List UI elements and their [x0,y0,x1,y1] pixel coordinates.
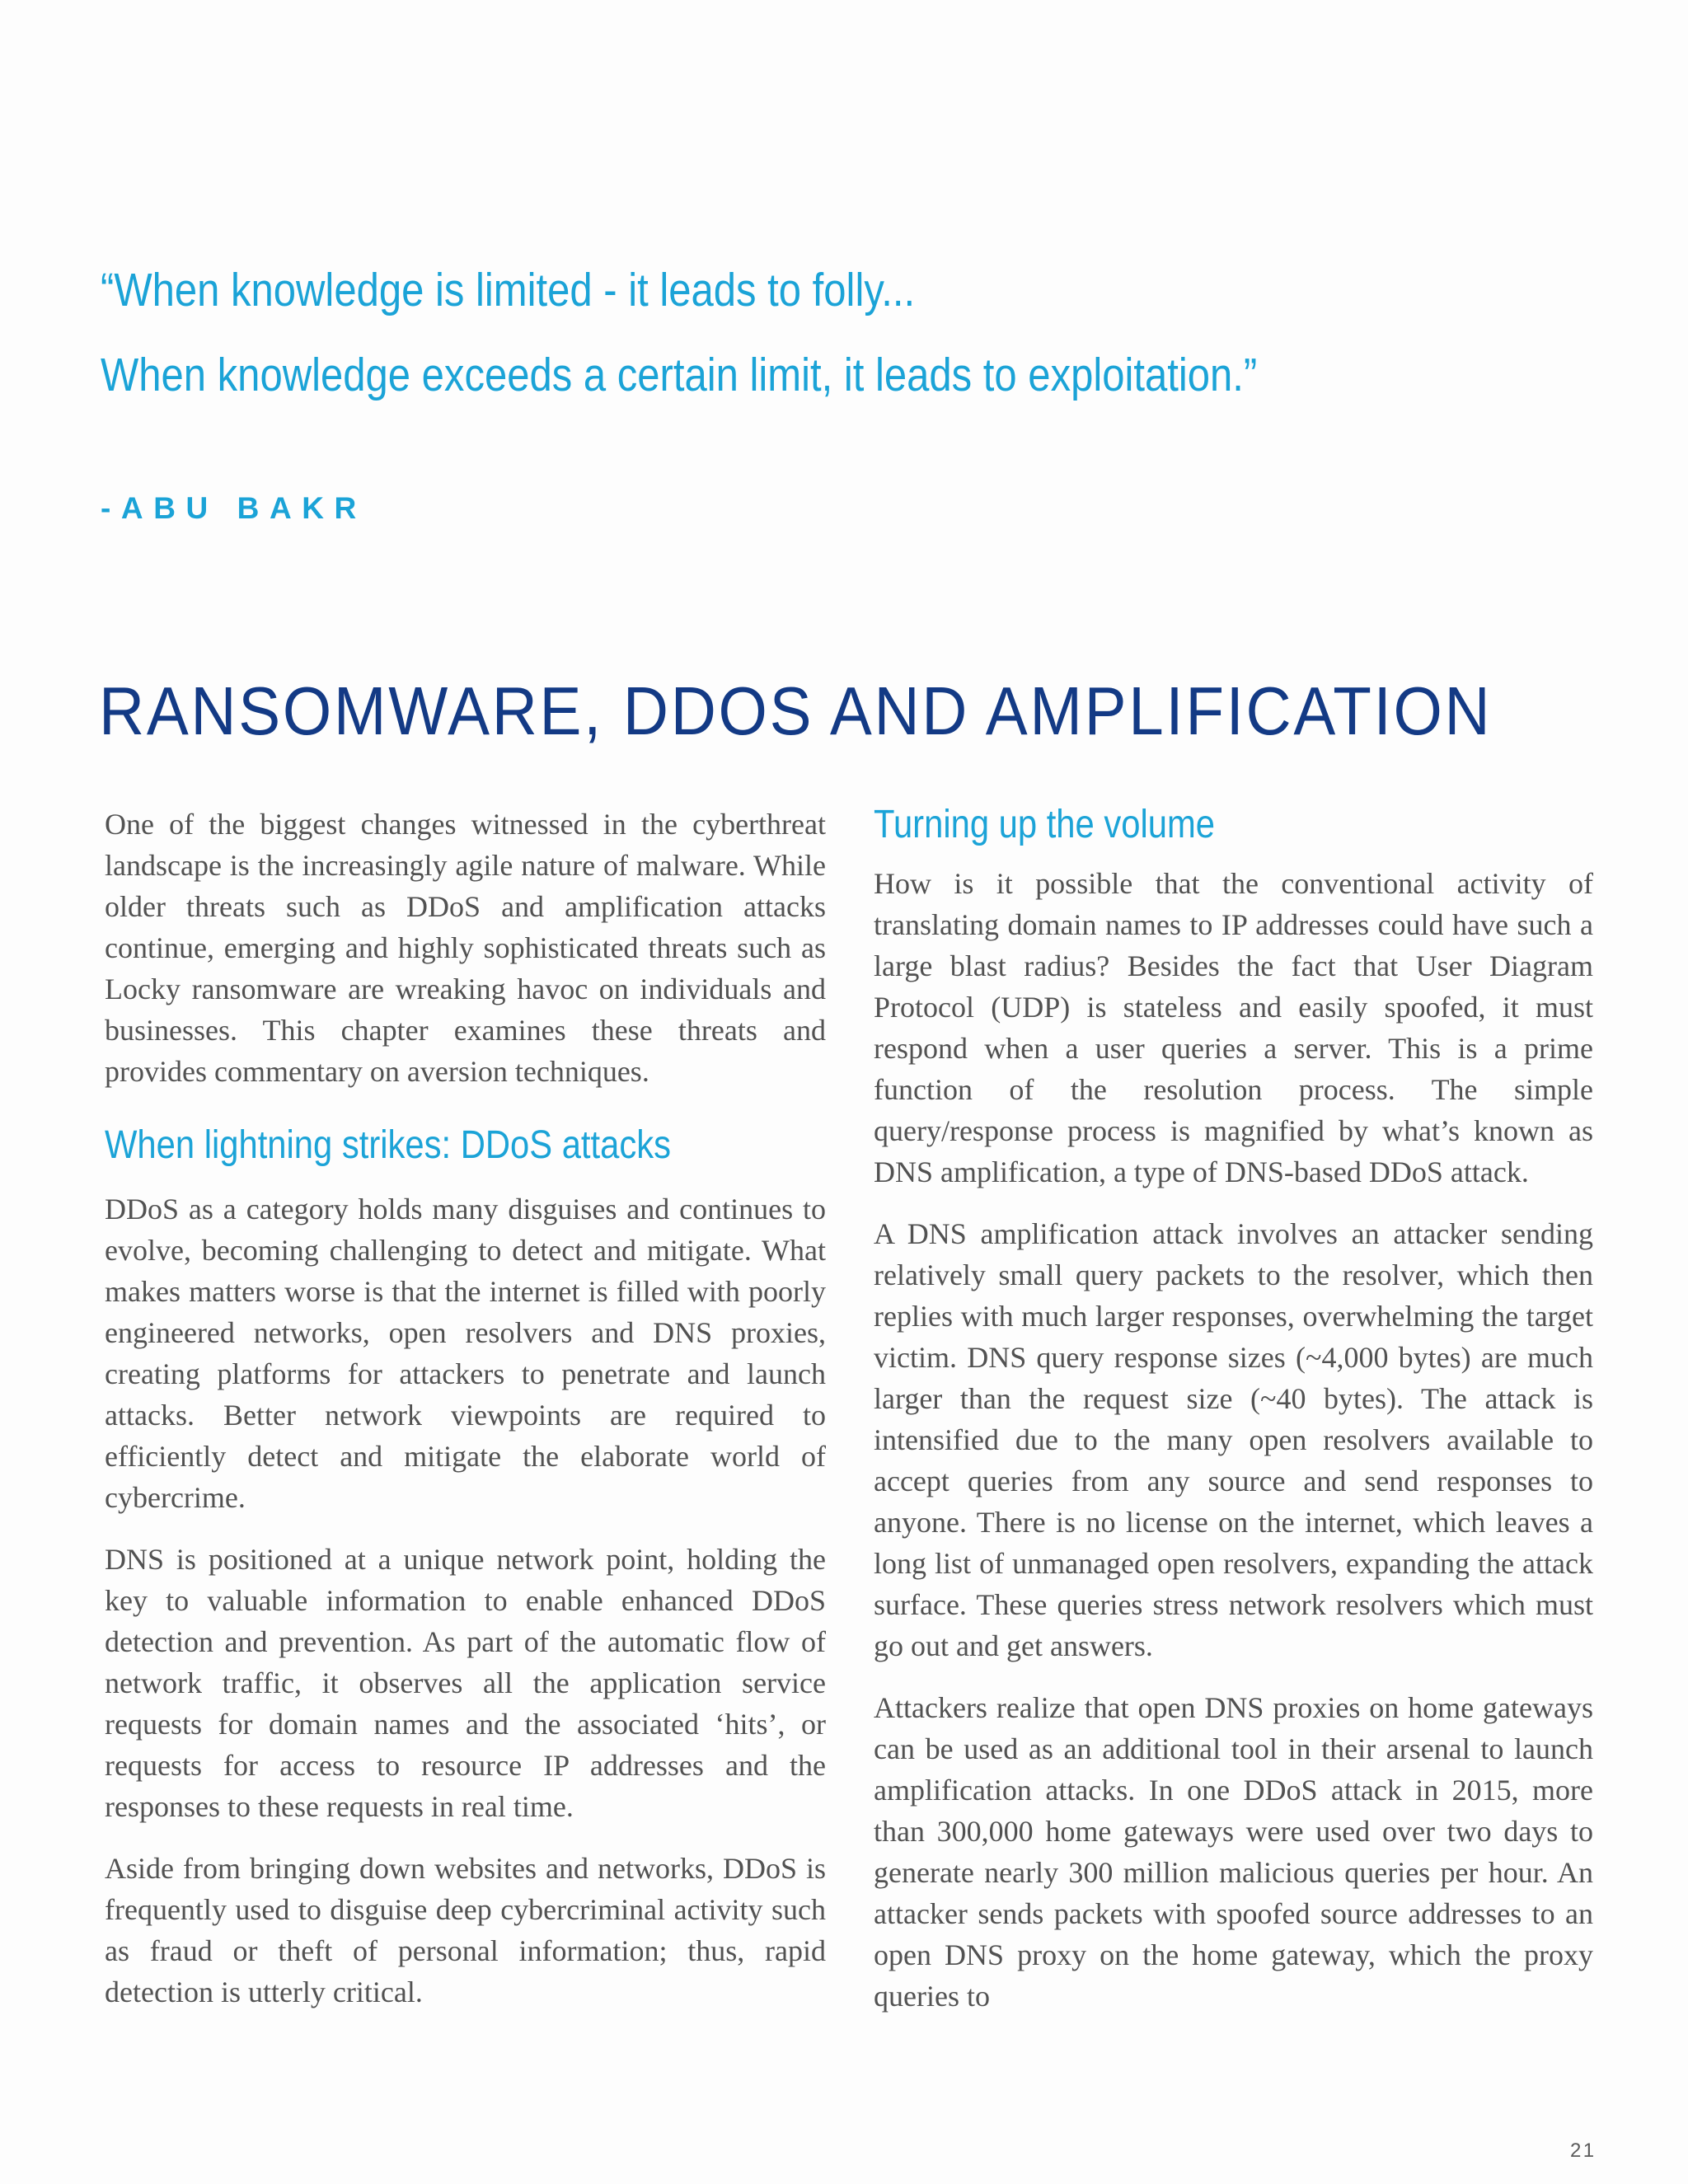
quote-line-2: When knowledge exceeds a certain limit, it leads to exploitation.” [101,348,1258,401]
quote-attribution: -ABU BAKR [101,491,367,525]
right-column [874,804,1593,2037]
section-heading-ddos: When lightning strikes: DDoS attacks [105,1123,672,1167]
body-paragraph: Attackers realize that open DNS proxies on home gateways can be used as an additional tool in their arsenal to launch amplification attacks. In one DDoS attack in 2015, more than 300,000 home gateways were used over two days to generate nearly 300 million malicious queries per hour. An attacker sends packets with spoofed source addresses to an open DNS proxy on the home gateway, which the proxy queries to [874,1691,1593,2013]
quote-line-1: “When knowledge is limited - it leads to folly... [101,264,916,316]
body-paragraph: Aside from bringing down websites and networks, DDoS is frequently used to disguise deep cybercriminal activity such as fraud or theft of personal information; thus, rapid detection is utterly critical. [105,1852,826,2008]
intro-paragraph: One of the biggest changes witnessed in the cyberthreat landscape is the increasingly agile nature of malware. While older threats such as DDoS and amplification attacks continue, emerging and highly sophisticated threats such as Locky ransomware are wreaking havoc on individuals and businesses. This chapter examines these threats and provides commentary on aversion techniques. [105,808,826,1088]
epigraph-quote [101,264,1390,402]
body-paragraph: How is it possible that the conventional activity of translating domain names to IP addresses could have such a large blast radius? Besides the fact that User Diagram Protocol (UDP) is stateless and easily spoofed, it must respond when a user queries a server. This is a prime function of the resolution process. The simple query/response process is magnified by what’s known as DNS amplification, a type of DNS-based DDoS attack. [874,867,1593,1188]
left-column [105,804,826,2033]
section-heading-volume: Turning up the volume [874,803,1215,846]
chapter-title: RANSOMWARE, DDOS AND AMPLIFICATION [99,673,1493,749]
page-number: 21 [1570,2139,1597,2162]
body-paragraph: DNS is positioned at a unique network point, holding the key to valuable information to enable enhanced DDoS detection and prevention. As part of the automatic flow of network traffic, it observes all the application service requests for domain names and the associated ‘hits’, or requests for access to resource IP addresses and the responses to these requests in real time. [105,1543,826,1823]
body-paragraph: A DNS amplification attack involves an attacker sending relatively small query packets to the resolver, which then replies with much larger responses, overwhelming the target victim. DNS query response sizes (~4,000 bytes) are much larger than the request size (~40 bytes). The attack is intensified due to the many open resolvers available to accept queries from any source and send responses to anyone. There is no license on the internet, which leaves a long list of unmanaged open resolvers, expanding the attack surface. These queries stress network resolvers which must go out and get answers. [874,1217,1593,1662]
body-paragraph: DDoS as a category holds many disguises and continues to evolve, becoming challenging to detect and mitigate. What makes matters worse is that the internet is filled with poorly engineered networks, open resolvers and DNS proxies, creating platforms for attackers to penetrate and launch attacks. Better network viewpoints are required to efficiently detect and mitigate the elaborate world of cybercrime. [105,1193,826,1514]
